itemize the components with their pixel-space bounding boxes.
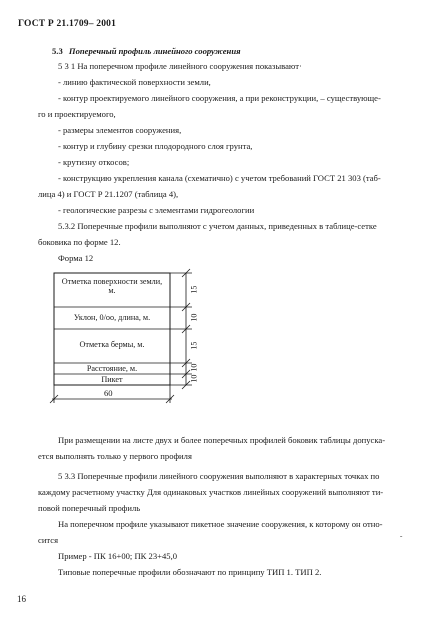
- paragraph-line: каждому расчетному участку Для одинаковых участков линейных сооружений выполняют ти-: [38, 487, 384, 497]
- page-header: ГОСТ Р 21.1709– 2001: [18, 19, 117, 29]
- form-caption: Форма 12: [58, 253, 94, 263]
- section-heading: [52, 47, 241, 57]
- section-title: Поперечный профиль линейного сооружения: [68, 46, 241, 56]
- paragraph-line: сится: [38, 535, 59, 545]
- paragraph-line: ется выполнять только у первого профиля: [38, 451, 192, 461]
- paragraph-line: 5 3.3 Поперечные профили линейного сооружения выполняют в характерных точках по: [58, 471, 380, 481]
- section-number: 5.3: [52, 46, 63, 56]
- list-item: - конструкцию укрепления канала (схематично) с учетом требований ГОСТ 21 303 (таб-: [58, 173, 381, 183]
- paragraph-line: При размещении на листе двух и более поперечных профилей боковик таблицы допуска-: [58, 435, 386, 445]
- form-row-label: Пикет: [101, 375, 123, 384]
- list-item: - геологические разрезы с элементами гидрогеологии: [58, 205, 255, 215]
- paragraph-line: повой поперечный профиль: [38, 503, 141, 513]
- row-dimension: 10: [189, 374, 199, 383]
- page-number: 16: [17, 594, 26, 604]
- row-dimension: 10: [189, 313, 199, 322]
- paragraph-line: Типовые поперечные профили обозначают по принципу ТИП 1. ТИП 2.: [58, 567, 322, 577]
- form-row-label: Уклон, 0/оо, длина, м.: [73, 313, 151, 322]
- scan-mark-icon: ˇ: [400, 535, 403, 543]
- paragraph-line: На поперечном профиле указывают пикетное значение сооружения, к которому он отно-: [58, 519, 383, 529]
- list-item: - крутизну откосов;: [58, 157, 130, 167]
- paragraph-line: 5 3 1 На поперечном профиле линейного сооружения показывают·: [58, 61, 302, 71]
- row-dimension: 15: [189, 285, 199, 294]
- form-12-grid: [52, 263, 212, 401]
- paragraph-line: 5.3.2 Поперечные профили выполняют с учетом данных, приведенных в таблице-сетке: [58, 221, 377, 231]
- row-dimension: 15: [189, 341, 199, 350]
- width-dimension: 60: [104, 388, 113, 398]
- form-row-label: Отметка бермы, м.: [79, 340, 145, 349]
- list-item: - линию фактической поверхности земли,: [58, 77, 211, 87]
- example-line: Пример - ПК 16+00; ПК 23+45,0: [58, 551, 178, 561]
- list-item: - контур проектируемого линейного сооружения, а при реконструкции, – существующе-: [58, 93, 381, 103]
- list-item: - размеры элементов сооружения,: [58, 125, 182, 135]
- form-row-label: Отметка поверхности земли, м.: [61, 277, 163, 296]
- paragraph-line: лица 4) и ГОСТ Р 21.1207 (таблица 4),: [38, 189, 179, 199]
- paragraph-line: го и проектируемого,: [38, 109, 116, 119]
- row-dimension: 10: [189, 363, 199, 372]
- list-item: - контур и глубину срезки плодородного слоя грунта,: [58, 141, 253, 151]
- form-row-label: Расстояние, м.: [86, 364, 138, 373]
- paragraph-line: боковика по форме 12.: [38, 237, 121, 247]
